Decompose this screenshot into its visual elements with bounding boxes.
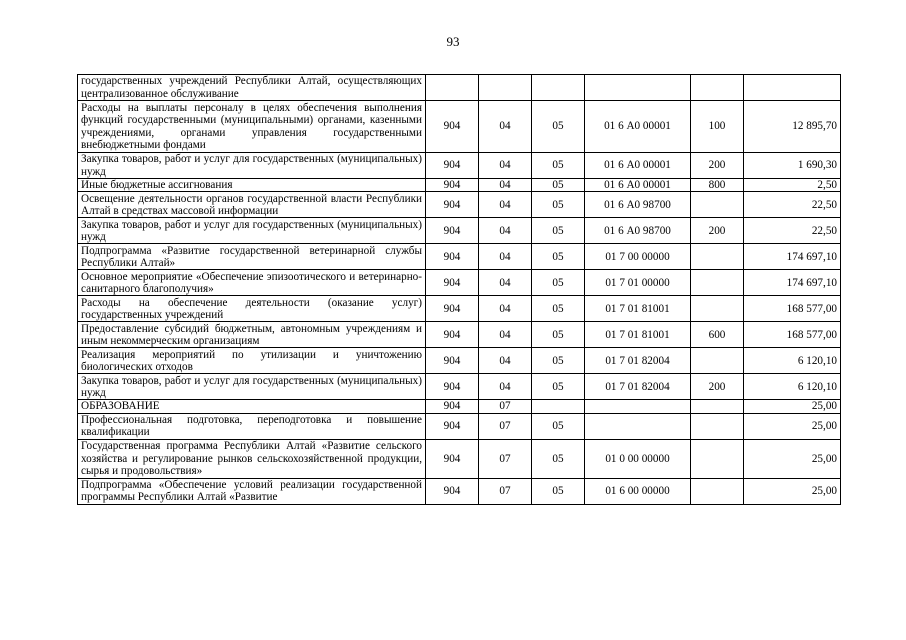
cell-amount: 168 577,00	[744, 296, 841, 322]
cell-target: 01 6 А0 00001	[585, 179, 691, 192]
cell-name: Иные бюджетные ассигнования	[78, 179, 426, 192]
cell-target: 01 6 А0 98700	[585, 218, 691, 244]
cell-name: Подпрограмма «Развитие государственной ветеринарной службы Республики Алтай»	[78, 244, 426, 270]
cell-section: 04	[479, 101, 532, 153]
cell-subsection	[532, 75, 585, 101]
cell-target: 01 6 А0 00001	[585, 101, 691, 153]
cell-expense-type	[691, 400, 744, 413]
table-row	[78, 270, 841, 296]
cell-expense-type	[691, 244, 744, 270]
table-row	[78, 348, 841, 374]
cell-subsection: 05	[532, 218, 585, 244]
cell-ministry: 904	[426, 478, 479, 504]
cell-section: 04	[479, 348, 532, 374]
cell-target: 01 7 00 00000	[585, 244, 691, 270]
cell-ministry: 904	[426, 322, 479, 348]
cell-section: 04	[479, 244, 532, 270]
cell-ministry: 904	[426, 153, 479, 179]
cell-name: Реализация мероприятий по утилизации и уничтожению биологических отходов	[78, 348, 426, 374]
cell-target	[585, 400, 691, 413]
cell-subsection: 05	[532, 244, 585, 270]
cell-name: Профессиональная подготовка, переподготовка и повышение квалификации	[78, 413, 426, 439]
cell-expense-type	[691, 296, 744, 322]
cell-subsection: 05	[532, 270, 585, 296]
cell-amount: 25,00	[744, 439, 841, 478]
cell-target: 01 7 01 82004	[585, 348, 691, 374]
cell-expense-type	[691, 270, 744, 296]
cell-section: 07	[479, 478, 532, 504]
cell-target: 01 6 А0 00001	[585, 153, 691, 179]
cell-amount	[744, 75, 841, 101]
cell-ministry: 904	[426, 413, 479, 439]
cell-subsection: 05	[532, 101, 585, 153]
table-row	[78, 192, 841, 218]
cell-section: 04	[479, 374, 532, 400]
cell-expense-type	[691, 478, 744, 504]
cell-ministry: 904	[426, 439, 479, 478]
cell-section: 07	[479, 400, 532, 413]
table-row	[78, 153, 841, 179]
cell-name: Закупка товаров, работ и услуг для государственных (муниципальных) нужд	[78, 374, 426, 400]
cell-ministry: 904	[426, 270, 479, 296]
table-row	[78, 400, 841, 413]
cell-expense-type	[691, 348, 744, 374]
cell-name: Государственная программа Республики Алтай «Развитие сельского хозяйства и регулирование рынков сельскохозяйственной продукции, сырья и продовольствия»	[78, 439, 426, 478]
cell-amount: 174 697,10	[744, 270, 841, 296]
cell-name: Закупка товаров, работ и услуг для государственных (муниципальных) нужд	[78, 218, 426, 244]
cell-ministry: 904	[426, 192, 479, 218]
cell-amount: 168 577,00	[744, 322, 841, 348]
cell-subsection	[532, 400, 585, 413]
cell-amount: 6 120,10	[744, 374, 841, 400]
table-row	[78, 478, 841, 504]
cell-expense-type: 200	[691, 218, 744, 244]
cell-ministry: 904	[426, 374, 479, 400]
cell-expense-type: 100	[691, 101, 744, 153]
cell-expense-type	[691, 75, 744, 101]
cell-subsection: 05	[532, 374, 585, 400]
cell-target: 01 7 01 81001	[585, 296, 691, 322]
cell-target: 01 6 00 00000	[585, 478, 691, 504]
table-row	[78, 413, 841, 439]
table-row	[78, 218, 841, 244]
cell-section	[479, 75, 532, 101]
table-row	[78, 296, 841, 322]
cell-name: государственных учреждений Республики Алтай, осуществляющих централизованное обслуживание	[78, 75, 426, 101]
cell-subsection: 05	[532, 179, 585, 192]
cell-section: 04	[479, 296, 532, 322]
cell-target: 01 6 А0 98700	[585, 192, 691, 218]
cell-amount: 22,50	[744, 218, 841, 244]
cell-section: 04	[479, 270, 532, 296]
cell-section: 04	[479, 322, 532, 348]
cell-amount: 174 697,10	[744, 244, 841, 270]
cell-ministry: 904	[426, 218, 479, 244]
cell-name: ОБРАЗОВАНИЕ	[78, 400, 426, 413]
cell-ministry: 904	[426, 296, 479, 322]
cell-name: Основное мероприятие «Обеспечение эпизоотического и ветеринарно-санитарного благополучия»	[78, 270, 426, 296]
cell-amount: 12 895,70	[744, 101, 841, 153]
cell-ministry: 904	[426, 244, 479, 270]
cell-section: 07	[479, 413, 532, 439]
cell-subsection: 05	[532, 348, 585, 374]
cell-amount: 25,00	[744, 400, 841, 413]
cell-expense-type: 200	[691, 153, 744, 179]
budget-table	[77, 74, 841, 505]
cell-target: 01 0 00 00000	[585, 439, 691, 478]
cell-target: 01 7 01 81001	[585, 322, 691, 348]
cell-subsection: 05	[532, 192, 585, 218]
cell-subsection: 05	[532, 478, 585, 504]
cell-subsection: 05	[532, 296, 585, 322]
cell-section: 04	[479, 192, 532, 218]
cell-section: 04	[479, 179, 532, 192]
cell-ministry: 904	[426, 348, 479, 374]
cell-amount: 6 120,10	[744, 348, 841, 374]
table-row	[78, 374, 841, 400]
cell-ministry: 904	[426, 400, 479, 413]
table-row	[78, 439, 841, 478]
cell-amount: 25,00	[744, 413, 841, 439]
cell-name: Расходы на выплаты персоналу в целях обеспечения выполнения функций государственными (муниципальными) органами, казенными учреждениями, органами управления государственными внебюджетными фондами	[78, 101, 426, 153]
cell-section: 04	[479, 153, 532, 179]
cell-target	[585, 413, 691, 439]
cell-ministry: 904	[426, 179, 479, 192]
cell-target	[585, 75, 691, 101]
cell-ministry	[426, 75, 479, 101]
cell-expense-type	[691, 413, 744, 439]
cell-name: Освещение деятельности органов государственной власти Республики Алтай в средствах массовой информации	[78, 192, 426, 218]
cell-subsection: 05	[532, 439, 585, 478]
cell-target: 01 7 01 82004	[585, 374, 691, 400]
table-row	[78, 244, 841, 270]
cell-section: 07	[479, 439, 532, 478]
table-row	[78, 179, 841, 192]
table-row	[78, 101, 841, 153]
cell-amount: 1 690,30	[744, 153, 841, 179]
cell-amount: 2,50	[744, 179, 841, 192]
cell-subsection: 05	[532, 153, 585, 179]
cell-name: Расходы на обеспечение деятельности (оказание услуг) государственных учреждений	[78, 296, 426, 322]
table-row	[78, 75, 841, 101]
cell-name: Подпрограмма «Обеспечение условий реализации государственной программы Республики Алтай «Развитие	[78, 478, 426, 504]
cell-expense-type	[691, 192, 744, 218]
cell-subsection: 05	[532, 413, 585, 439]
cell-expense-type: 800	[691, 179, 744, 192]
cell-amount: 22,50	[744, 192, 841, 218]
cell-ministry: 904	[426, 101, 479, 153]
cell-expense-type: 600	[691, 322, 744, 348]
cell-name: Предоставление субсидий бюджетным, автономным учреждениям и иным некоммерческим организациям	[78, 322, 426, 348]
cell-expense-type	[691, 439, 744, 478]
cell-section: 04	[479, 218, 532, 244]
cell-name: Закупка товаров, работ и услуг для государственных (муниципальных) нужд	[78, 153, 426, 179]
cell-subsection: 05	[532, 322, 585, 348]
cell-amount: 25,00	[744, 478, 841, 504]
page-number: 93	[446, 34, 460, 49]
table-row	[78, 322, 841, 348]
cell-target: 01 7 01 00000	[585, 270, 691, 296]
cell-expense-type: 200	[691, 374, 744, 400]
